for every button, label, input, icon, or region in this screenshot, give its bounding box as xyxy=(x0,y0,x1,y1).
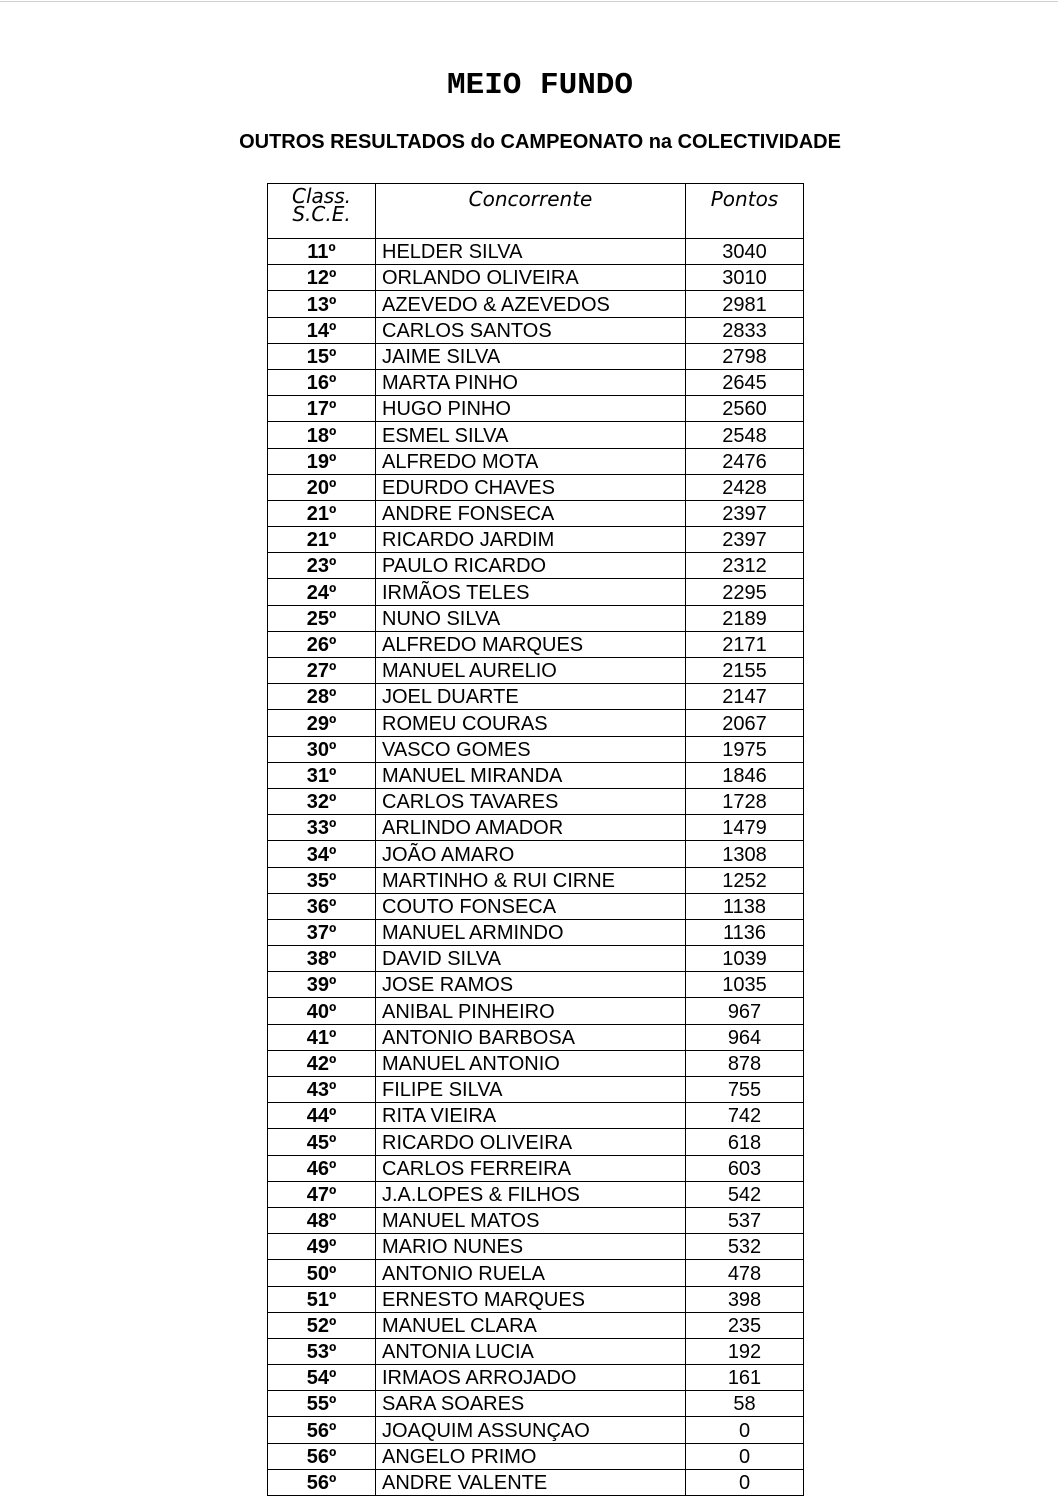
table-row xyxy=(268,265,804,291)
row-competitor: CARLOS FERREIRA xyxy=(376,1155,686,1181)
row-competitor: CARLOS SANTOS xyxy=(376,317,686,343)
row-position: 32º xyxy=(268,788,376,814)
row-competitor: FILIPE SILVA xyxy=(376,1077,686,1103)
row-competitor: EDURDO CHAVES xyxy=(376,474,686,500)
row-competitor: ROMEU COURAS xyxy=(376,710,686,736)
row-points: 2155 xyxy=(686,658,804,684)
table-row xyxy=(268,1207,804,1233)
row-position: 36º xyxy=(268,893,376,919)
table-row xyxy=(268,527,804,553)
row-competitor: VASCO GOMES xyxy=(376,736,686,762)
row-position: 52º xyxy=(268,1312,376,1338)
results-table xyxy=(267,183,804,1496)
row-points: 2295 xyxy=(686,579,804,605)
row-points: 878 xyxy=(686,1050,804,1076)
row-position: 35º xyxy=(268,867,376,893)
table-row xyxy=(268,317,804,343)
results-table-body xyxy=(268,239,804,1496)
row-position: 37º xyxy=(268,919,376,945)
row-position: 40º xyxy=(268,998,376,1024)
row-competitor: ANDRE FONSECA xyxy=(376,500,686,526)
row-position: 27º xyxy=(268,658,376,684)
row-competitor: ERNESTO MARQUES xyxy=(376,1286,686,1312)
table-row xyxy=(268,631,804,657)
row-competitor: ESMEL SILVA xyxy=(376,422,686,448)
row-points: 0 xyxy=(686,1469,804,1495)
row-competitor: J.A.LOPES & FILHOS xyxy=(376,1181,686,1207)
row-points: 161 xyxy=(686,1365,804,1391)
row-position: 54º xyxy=(268,1365,376,1391)
row-position: 30º xyxy=(268,736,376,762)
row-points: 1252 xyxy=(686,867,804,893)
row-position: 51º xyxy=(268,1286,376,1312)
row-competitor: ANDRE VALENTE xyxy=(376,1469,686,1495)
table-row xyxy=(268,1260,804,1286)
row-position: 21º xyxy=(268,500,376,526)
row-competitor: HUGO PINHO xyxy=(376,396,686,422)
row-competitor: JOAQUIM ASSUNÇAO xyxy=(376,1417,686,1443)
row-points: 1479 xyxy=(686,815,804,841)
table-row xyxy=(268,1155,804,1181)
row-competitor: JOEL DUARTE xyxy=(376,684,686,710)
row-points: 542 xyxy=(686,1181,804,1207)
row-position: 13º xyxy=(268,291,376,317)
header-class-line1: Class. xyxy=(292,184,351,208)
row-points: 2171 xyxy=(686,631,804,657)
page-subtitle: OUTROS RESULTADOS do CAMPEONATO na COLECTIVIDADE xyxy=(239,131,841,153)
table-row xyxy=(268,972,804,998)
row-position: 45º xyxy=(268,1129,376,1155)
row-points: 192 xyxy=(686,1338,804,1364)
row-competitor: JAIME SILVA xyxy=(376,343,686,369)
row-position: 50º xyxy=(268,1260,376,1286)
row-competitor: MARTINHO & RUI CIRNE xyxy=(376,867,686,893)
table-row xyxy=(268,736,804,762)
table-row xyxy=(268,1443,804,1469)
row-position: 31º xyxy=(268,762,376,788)
row-competitor: JOÃO AMARO xyxy=(376,841,686,867)
row-points: 1035 xyxy=(686,972,804,998)
table-row xyxy=(268,1103,804,1129)
row-position: 19º xyxy=(268,448,376,474)
row-position: 21º xyxy=(268,527,376,553)
row-competitor: IRMÃOS TELES xyxy=(376,579,686,605)
row-competitor: JOSE RAMOS xyxy=(376,972,686,998)
table-row xyxy=(268,579,804,605)
row-competitor: RITA VIEIRA xyxy=(376,1103,686,1129)
row-points: 2833 xyxy=(686,317,804,343)
table-row xyxy=(268,893,804,919)
row-competitor: SARA SOARES xyxy=(376,1391,686,1417)
row-competitor: HELDER SILVA xyxy=(376,239,686,265)
table-row xyxy=(268,500,804,526)
row-points: 2312 xyxy=(686,553,804,579)
row-competitor: MARTA PINHO xyxy=(376,369,686,395)
header-pontos: Pontos xyxy=(686,184,804,239)
header-row xyxy=(268,184,804,239)
row-points: 478 xyxy=(686,1260,804,1286)
row-position: 26º xyxy=(268,631,376,657)
row-competitor: MANUEL CLARA xyxy=(376,1312,686,1338)
row-competitor: MANUEL ARMINDO xyxy=(376,919,686,945)
row-points: 967 xyxy=(686,998,804,1024)
table-row xyxy=(268,474,804,500)
header-class-line2: S.C.E. xyxy=(292,202,351,226)
table-row xyxy=(268,867,804,893)
row-points: 2798 xyxy=(686,343,804,369)
row-position: 20º xyxy=(268,474,376,500)
row-position: 15º xyxy=(268,343,376,369)
row-points: 0 xyxy=(686,1417,804,1443)
row-points: 235 xyxy=(686,1312,804,1338)
table-row xyxy=(268,553,804,579)
row-position: 43º xyxy=(268,1077,376,1103)
row-points: 398 xyxy=(686,1286,804,1312)
table-row xyxy=(268,291,804,317)
row-competitor: NUNO SILVA xyxy=(376,605,686,631)
table-row xyxy=(268,658,804,684)
row-competitor: MANUEL ANTONIO xyxy=(376,1050,686,1076)
row-competitor: PAULO RICARDO xyxy=(376,553,686,579)
row-position: 38º xyxy=(268,946,376,972)
row-points: 3010 xyxy=(686,265,804,291)
table-row xyxy=(268,1181,804,1207)
table-row xyxy=(268,1050,804,1076)
row-competitor: IRMAOS ARROJADO xyxy=(376,1365,686,1391)
header-concorrente: Concorrente xyxy=(376,184,686,239)
row-points: 3040 xyxy=(686,239,804,265)
row-position: 25º xyxy=(268,605,376,631)
table-row xyxy=(268,369,804,395)
row-points: 58 xyxy=(686,1391,804,1417)
row-points: 1728 xyxy=(686,788,804,814)
row-competitor: COUTO FONSECA xyxy=(376,893,686,919)
row-points: 2397 xyxy=(686,527,804,553)
row-competitor: AZEVEDO & AZEVEDOS xyxy=(376,291,686,317)
row-points: 964 xyxy=(686,1024,804,1050)
row-points: 2981 xyxy=(686,291,804,317)
row-position: 24º xyxy=(268,579,376,605)
row-position: 49º xyxy=(268,1234,376,1260)
table-row xyxy=(268,1391,804,1417)
table-row xyxy=(268,1234,804,1260)
row-points: 1039 xyxy=(686,946,804,972)
table-row xyxy=(268,762,804,788)
row-competitor: CARLOS TAVARES xyxy=(376,788,686,814)
row-points: 2397 xyxy=(686,500,804,526)
row-competitor: ORLANDO OLIVEIRA xyxy=(376,265,686,291)
table-row xyxy=(268,605,804,631)
row-points: 1138 xyxy=(686,893,804,919)
row-points: 603 xyxy=(686,1155,804,1181)
row-competitor: ALFREDO MOTA xyxy=(376,448,686,474)
row-competitor: RICARDO OLIVEIRA xyxy=(376,1129,686,1155)
row-competitor: ANTONIO BARBOSA xyxy=(376,1024,686,1050)
table-row xyxy=(268,448,804,474)
row-position: 48º xyxy=(268,1207,376,1233)
row-position: 42º xyxy=(268,1050,376,1076)
table-row xyxy=(268,1286,804,1312)
row-points: 2189 xyxy=(686,605,804,631)
table-row xyxy=(268,1129,804,1155)
row-competitor: RICARDO JARDIM xyxy=(376,527,686,553)
row-position: 18º xyxy=(268,422,376,448)
row-competitor: ALFREDO MARQUES xyxy=(376,631,686,657)
table-row xyxy=(268,239,804,265)
table-row xyxy=(268,396,804,422)
table-row xyxy=(268,841,804,867)
row-position: 39º xyxy=(268,972,376,998)
row-points: 2067 xyxy=(686,710,804,736)
row-points: 537 xyxy=(686,1207,804,1233)
table-row xyxy=(268,1469,804,1495)
row-competitor: ANTONIO RUELA xyxy=(376,1260,686,1286)
table-row xyxy=(268,1312,804,1338)
row-competitor: MANUEL MIRANDA xyxy=(376,762,686,788)
row-position: 46º xyxy=(268,1155,376,1181)
row-points: 1136 xyxy=(686,919,804,945)
row-position: 53º xyxy=(268,1338,376,1364)
row-position: 23º xyxy=(268,553,376,579)
table-row xyxy=(268,998,804,1024)
row-position: 55º xyxy=(268,1391,376,1417)
row-position: 34º xyxy=(268,841,376,867)
row-competitor: ANIBAL PINHEIRO xyxy=(376,998,686,1024)
table-row xyxy=(268,1338,804,1364)
results-table-header xyxy=(268,184,804,239)
row-points: 2548 xyxy=(686,422,804,448)
table-row xyxy=(268,919,804,945)
row-points: 1975 xyxy=(686,736,804,762)
row-position: 11º xyxy=(268,239,376,265)
row-competitor: MANUEL MATOS xyxy=(376,1207,686,1233)
row-position: 56º xyxy=(268,1469,376,1495)
row-competitor: ANGELO PRIMO xyxy=(376,1443,686,1469)
row-competitor: ANTONIA LUCIA xyxy=(376,1338,686,1364)
table-row xyxy=(268,684,804,710)
table-row xyxy=(268,422,804,448)
top-rule xyxy=(0,1,1058,2)
table-row xyxy=(268,815,804,841)
table-row xyxy=(268,946,804,972)
table-row xyxy=(268,343,804,369)
row-points: 532 xyxy=(686,1234,804,1260)
table-row xyxy=(268,1077,804,1103)
row-position: 41º xyxy=(268,1024,376,1050)
row-position: 12º xyxy=(268,265,376,291)
row-points: 755 xyxy=(686,1077,804,1103)
row-position: 14º xyxy=(268,317,376,343)
row-points: 742 xyxy=(686,1103,804,1129)
row-points: 0 xyxy=(686,1443,804,1469)
page-title: MEIO FUNDO xyxy=(446,68,634,103)
table-row xyxy=(268,788,804,814)
header-class xyxy=(268,184,376,239)
row-points: 2476 xyxy=(686,448,804,474)
row-position: 17º xyxy=(268,396,376,422)
row-position: 16º xyxy=(268,369,376,395)
table-row xyxy=(268,1417,804,1443)
row-points: 2147 xyxy=(686,684,804,710)
row-points: 1308 xyxy=(686,841,804,867)
table-row xyxy=(268,710,804,736)
row-points: 2560 xyxy=(686,396,804,422)
row-position: 44º xyxy=(268,1103,376,1129)
row-points: 618 xyxy=(686,1129,804,1155)
row-position: 47º xyxy=(268,1181,376,1207)
row-competitor: DAVID SILVA xyxy=(376,946,686,972)
row-competitor: MANUEL AURELIO xyxy=(376,658,686,684)
row-position: 56º xyxy=(268,1443,376,1469)
row-points: 2428 xyxy=(686,474,804,500)
row-competitor: MARIO NUNES xyxy=(376,1234,686,1260)
row-position: 33º xyxy=(268,815,376,841)
table-row xyxy=(268,1024,804,1050)
row-position: 29º xyxy=(268,710,376,736)
row-position: 56º xyxy=(268,1417,376,1443)
row-points: 2645 xyxy=(686,369,804,395)
row-position: 28º xyxy=(268,684,376,710)
row-points: 1846 xyxy=(686,762,804,788)
row-competitor: ARLINDO AMADOR xyxy=(376,815,686,841)
table-row xyxy=(268,1365,804,1391)
